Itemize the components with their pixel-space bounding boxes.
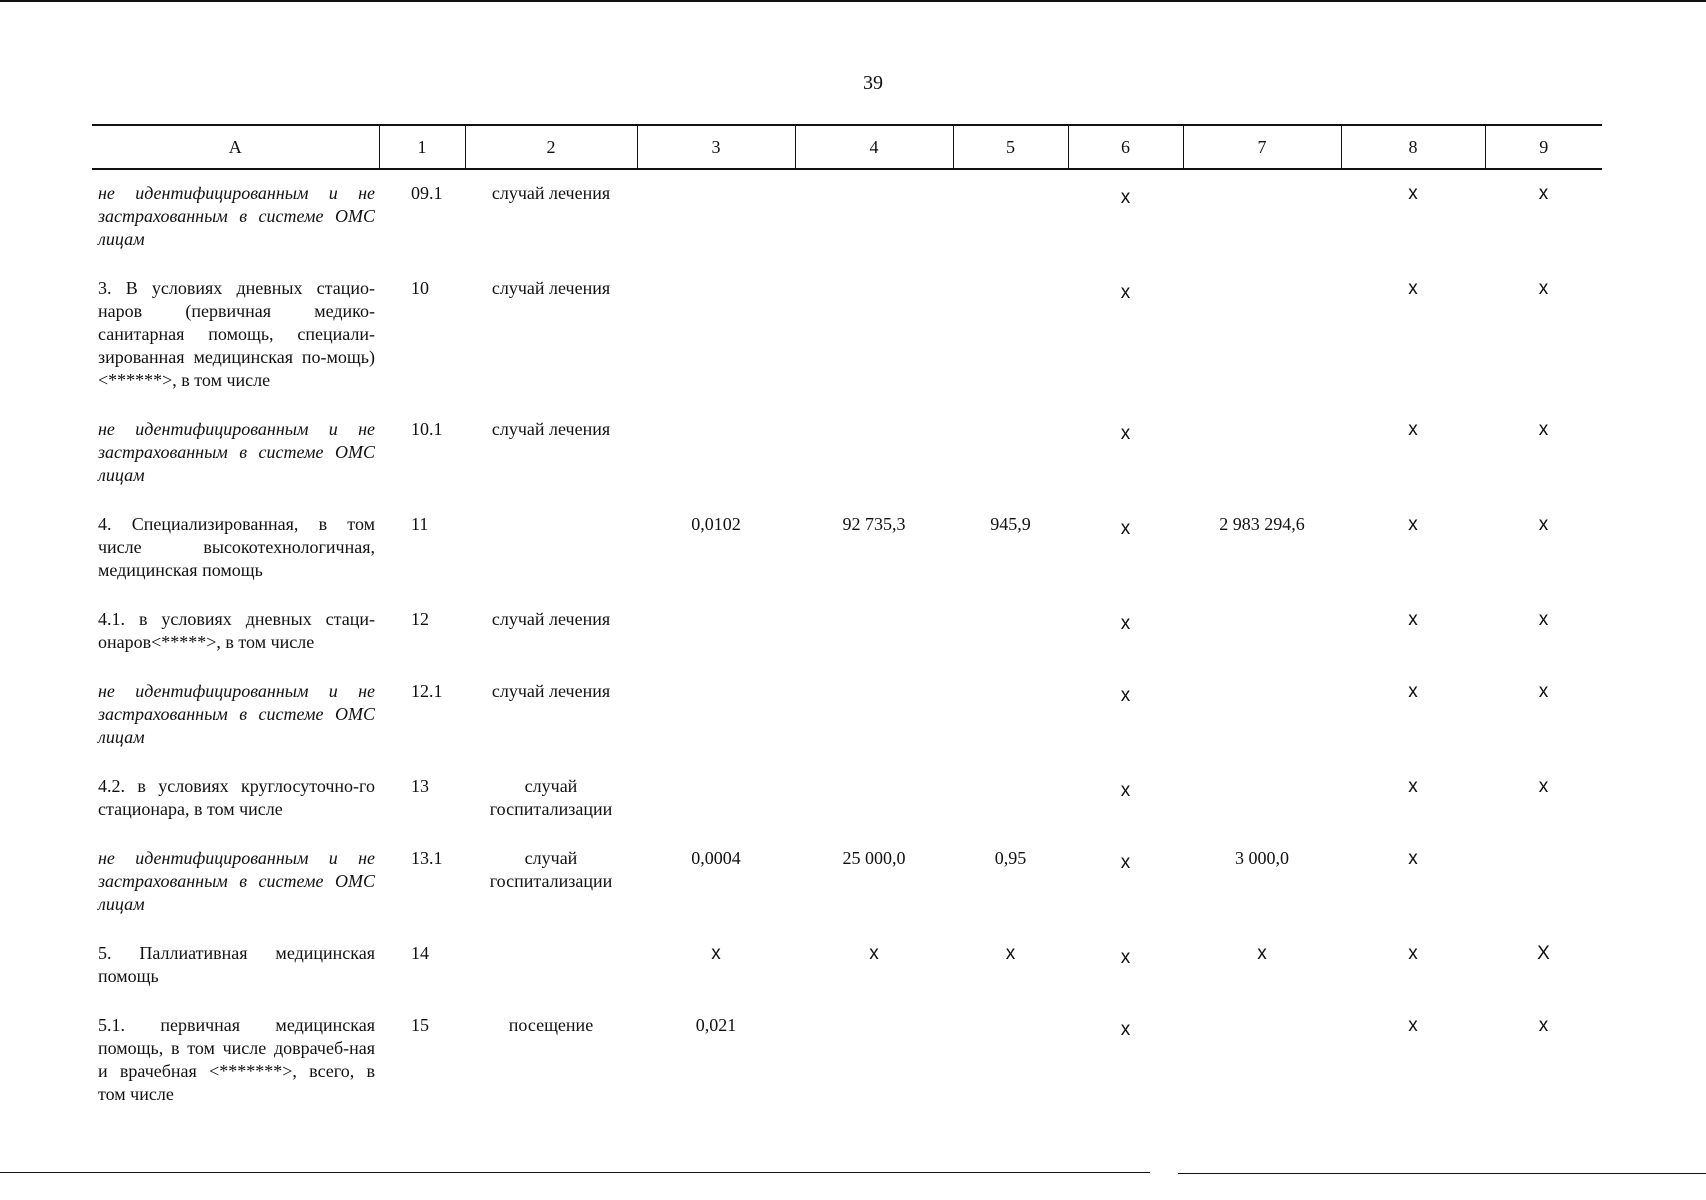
row-col9-cell: [1485, 406, 1602, 501]
row-col7-cell: [1183, 930, 1341, 1002]
data-table: [92, 124, 1602, 1120]
header-cell-6: 6: [1068, 125, 1183, 169]
row-col3-cell: [637, 406, 795, 501]
table-row: [92, 501, 1602, 596]
row-unit-cell: случай лечения: [491, 681, 611, 701]
row-unit-cell: случай лечения: [491, 183, 611, 203]
header-cell-3: 3: [637, 125, 795, 169]
row-col8-cell: [1341, 265, 1485, 406]
not-applicable-mark: х: [1538, 183, 1549, 204]
not-applicable-mark: х: [1120, 423, 1131, 444]
not-applicable-mark: х: [1408, 183, 1418, 204]
scan-top-border: [0, 0, 1706, 2]
row-code-cell: 12.1: [411, 681, 443, 701]
not-applicable-mark: х: [1408, 943, 1418, 964]
not-applicable-mark: х: [1257, 943, 1267, 964]
row-col6-cell: [1068, 763, 1183, 835]
row-code-cell: 12: [411, 609, 429, 629]
row-col4-cell: [795, 265, 953, 406]
not-applicable-mark: х: [1538, 681, 1549, 702]
row-col9-cell: [1485, 1002, 1602, 1120]
row-col7-cell: [1183, 668, 1341, 763]
row-col8-cell: [1341, 406, 1485, 501]
row-col7-cell: [1183, 1002, 1341, 1120]
row-col5-cell: [953, 169, 1068, 265]
scan-bottom-border-left: [0, 1172, 1150, 1173]
row-name-cell: не идентифицированным и не застрахованным в системе ОМС лицам: [98, 183, 375, 249]
not-applicable-mark: х: [1120, 780, 1131, 801]
not-applicable-mark: х: [1120, 613, 1131, 634]
row-col8-cell: [1341, 763, 1485, 835]
row-col4-cell: [795, 763, 953, 835]
row-unit-cell: случай лечения: [491, 419, 611, 439]
row-col4-cell: [795, 169, 953, 265]
row-unit-cell: [465, 501, 637, 596]
row-unit-cell: случай лечения: [491, 278, 611, 298]
row-col6-cell: [1068, 265, 1183, 406]
not-applicable-mark: х: [1408, 776, 1418, 797]
not-applicable-mark: х: [1408, 419, 1418, 440]
table-body: [92, 169, 1602, 1120]
row-col5-cell: [953, 265, 1068, 406]
row-name-cell: 5. Паллиативная медицинская помощь: [98, 943, 375, 986]
row-name-cell: 3. В условиях дневных стацио-наров (первичная медико-санитарная помощь, специали-зированная медицинская по-мощь) <******>, в том числе: [98, 278, 375, 390]
header-row: [92, 125, 1602, 169]
row-unit-cell: посещение: [508, 1015, 594, 1035]
row-col3-cell: [637, 668, 795, 763]
row-col5-cell: [953, 763, 1068, 835]
row-name-cell: 5.1. первичная медицинская помощь, в том числе доврачеб-ная и врачебная <*******>, всего, в том числе: [98, 1015, 375, 1104]
row-col9-cell: [1485, 930, 1602, 1002]
not-applicable-mark: х: [1538, 776, 1549, 797]
row-col7-cell: [1183, 406, 1341, 501]
row-col7-cell: 3 000,0: [1235, 848, 1289, 868]
row-col8-cell: [1341, 501, 1485, 596]
not-applicable-mark: х: [1120, 947, 1131, 968]
row-col9-cell: [1485, 596, 1602, 668]
row-col5-cell: [953, 668, 1068, 763]
row-col3-cell: [637, 763, 795, 835]
row-col4-cell: [795, 406, 953, 501]
row-name-cell: не идентифицированным и не застрахованным в системе ОМС лицам: [98, 848, 375, 914]
table-row: [92, 406, 1602, 501]
not-applicable-mark: х: [1538, 419, 1549, 440]
row-col6-cell: [1068, 1002, 1183, 1120]
table-row: [92, 835, 1602, 930]
not-applicable-mark: х: [1408, 514, 1418, 535]
not-applicable-mark: х: [1120, 282, 1131, 303]
row-unit-cell: случай госпитализации: [489, 776, 613, 819]
row-col5-cell: 0,95: [994, 848, 1027, 868]
not-applicable-mark: Х: [1537, 943, 1550, 964]
header-cell-a: А: [92, 125, 379, 169]
row-col5-cell: [953, 1002, 1068, 1120]
table-row: [92, 668, 1602, 763]
row-col3-cell: [637, 930, 795, 1002]
row-col7-cell: [1183, 169, 1341, 265]
header-cell-9: 9: [1485, 125, 1602, 169]
row-col4-cell: [795, 596, 953, 668]
not-applicable-mark: х: [1538, 609, 1549, 630]
row-col9-cell: [1485, 835, 1602, 930]
table-row: [92, 763, 1602, 835]
row-col3-cell: [637, 265, 795, 406]
not-applicable-mark: х: [1120, 1019, 1131, 1040]
row-col3-cell: 0,0004: [691, 848, 741, 868]
row-col9-cell: [1485, 763, 1602, 835]
row-name-cell: 4.1. в условиях дневных стаци-онаров<*****>, в том числе: [98, 609, 375, 652]
row-code-cell: 14: [411, 943, 429, 963]
row-col7-cell: [1183, 596, 1341, 668]
row-unit-cell: случай лечения: [491, 609, 611, 629]
row-col9-cell: [1485, 501, 1602, 596]
row-col9-cell: [1485, 169, 1602, 265]
row-col8-cell: [1341, 596, 1485, 668]
row-name-cell: не идентифицированным и не застрахованным в системе ОМС лицам: [98, 681, 375, 747]
row-col3-cell: 0,0102: [691, 514, 741, 534]
not-applicable-mark: х: [1538, 514, 1549, 535]
row-col7-cell: [1183, 265, 1341, 406]
row-col8-cell: [1341, 668, 1485, 763]
not-applicable-mark: х: [1408, 609, 1418, 630]
header-cell-5: 5: [953, 125, 1068, 169]
row-col4-cell: 25 000,0: [842, 848, 906, 868]
not-applicable-mark: х: [1408, 681, 1418, 702]
row-col6-cell: [1068, 930, 1183, 1002]
row-col6-cell: [1068, 596, 1183, 668]
row-code-cell: 10: [411, 278, 429, 298]
row-col9-cell: [1485, 265, 1602, 406]
row-code-cell: 13.1: [411, 848, 443, 868]
row-col5-cell: [953, 596, 1068, 668]
row-col5-cell: [953, 930, 1068, 1002]
not-applicable-mark: х: [1120, 685, 1131, 706]
row-col4-cell: 92 735,3: [842, 514, 906, 534]
row-code-cell: 11: [411, 514, 429, 534]
not-applicable-mark: х: [1408, 278, 1418, 299]
not-applicable-mark: х: [711, 943, 721, 964]
row-col4-cell: [795, 668, 953, 763]
row-col4-cell: [795, 930, 953, 1002]
page-number: 39: [863, 72, 883, 94]
row-col4-cell: [795, 1002, 953, 1120]
row-name-cell: 4.2. в условиях круглосуточно-го стационара, в том числе: [98, 776, 375, 819]
row-col6-cell: [1068, 406, 1183, 501]
not-applicable-mark: х: [1538, 1015, 1549, 1036]
not-applicable-mark: х: [1408, 848, 1418, 869]
row-unit-cell: [465, 930, 637, 1002]
row-col6-cell: [1068, 668, 1183, 763]
row-col8-cell: [1341, 835, 1485, 930]
table-row: [92, 169, 1602, 265]
not-applicable-mark: х: [1538, 278, 1549, 299]
not-applicable-mark: х: [1408, 1015, 1418, 1036]
table-row: [92, 265, 1602, 406]
row-col6-cell: [1068, 501, 1183, 596]
table-row: [92, 1002, 1602, 1120]
row-code-cell: 13: [411, 776, 429, 796]
not-applicable-mark: х: [1120, 187, 1131, 208]
row-col8-cell: [1341, 169, 1485, 265]
header-cell-4: 4: [795, 125, 953, 169]
not-applicable-mark: х: [1005, 943, 1016, 964]
row-code-cell: 10.1: [411, 419, 443, 439]
row-col5-cell: [953, 406, 1068, 501]
not-applicable-mark: х: [1120, 518, 1131, 539]
row-unit-cell: случай госпитализации: [489, 848, 613, 891]
header-cell-1: 1: [379, 125, 465, 169]
row-code-cell: 15: [411, 1015, 429, 1035]
not-applicable-mark: х: [869, 943, 879, 964]
table-row: [92, 596, 1602, 668]
row-col5-cell: 945,9: [990, 514, 1031, 534]
row-name-cell: не идентифицированным и не застрахованным в системе ОМС лицам: [98, 419, 375, 485]
row-col9-cell: [1485, 668, 1602, 763]
header-cell-8: 8: [1341, 125, 1485, 169]
scan-bottom-border-right: [1178, 1173, 1706, 1174]
row-code-cell: 09.1: [411, 183, 443, 203]
not-applicable-mark: х: [1120, 852, 1131, 873]
row-col8-cell: [1341, 1002, 1485, 1120]
row-col6-cell: [1068, 835, 1183, 930]
table-row: [92, 930, 1602, 1002]
row-col7-cell: [1183, 763, 1341, 835]
row-name-cell: 4. Специализированная, в том числе высокотехнологичная, медицинская помощь: [98, 514, 375, 580]
row-col3-cell: [637, 169, 795, 265]
row-col6-cell: [1068, 169, 1183, 265]
row-col3-cell: 0,021: [695, 1015, 737, 1035]
header-cell-7: 7: [1183, 125, 1341, 169]
row-col8-cell: [1341, 930, 1485, 1002]
header-cell-2: 2: [465, 125, 637, 169]
row-col7-cell: 2 983 294,6: [1219, 514, 1305, 534]
row-col3-cell: [637, 596, 795, 668]
